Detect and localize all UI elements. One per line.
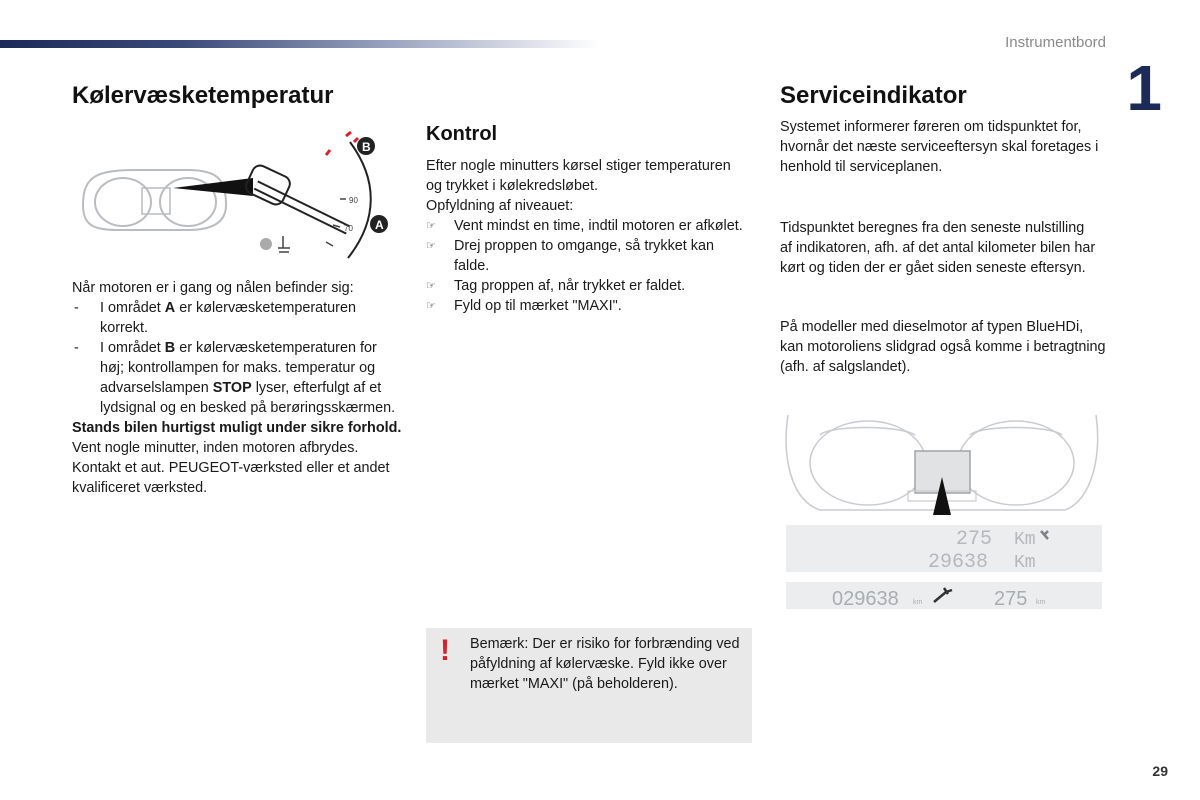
coolant-zone-list: [72, 298, 402, 418]
cluster-illustration: [780, 415, 1102, 520]
service-paragraph-2: Tidspunktet beregnes fra den seneste nulstilling af indikatoren, afh. af det antal kilometer bilen har kørt og tiden der er gået siden seneste eftersyn.: [780, 220, 1096, 276]
service-paragraph-1: Systemet informerer føreren om tidspunktet for, hvornår det næste serviceeftersyn skal foretages i henhold til serviceplanen.: [780, 119, 1099, 175]
service-value: 275: [994, 588, 1028, 609]
coolant-intro: Når motoren er i gang og nålen befinder sig:: [72, 280, 354, 296]
gauge-tick-70: 70: [344, 224, 353, 233]
coolant-temperature-title: Kølervæsketemperatur: [72, 82, 334, 109]
section-label: Instrumentbord: [1005, 34, 1106, 51]
odometer-lcd-display: [786, 582, 1102, 609]
stop-vehicle-note: Stands bilen hurtigst muligt under sikre forhold.: [72, 420, 402, 436]
check-title: Kontrol: [426, 123, 498, 145]
page-number: 29: [1152, 763, 1168, 779]
top-gradient-bar: [0, 40, 600, 48]
warning-box: [426, 628, 752, 743]
service-lcd-glyphs: [786, 525, 1102, 572]
list-item: ☞ Vent mindst en time, indtil motoren er afkølet.: [426, 216, 744, 236]
lcd-service-distance: 275: [956, 528, 993, 551]
list-item: ☞ Fyld op til mærket "MAXI".: [426, 296, 744, 316]
chapter-number: 1: [1126, 52, 1162, 124]
coolant-gauge-illustration: [78, 130, 398, 260]
zone-b-label: B: [362, 140, 371, 154]
lcd-odometer: 29638: [928, 551, 989, 572]
check-intro: Efter nogle minutters kørsel stiger temperaturen og trykket i kølekredsløbet.: [426, 158, 731, 194]
service-lcd-display: [786, 525, 1102, 572]
wrench-icon: [1041, 531, 1048, 539]
exclamation-icon: !: [440, 634, 450, 667]
list-item: - I området A er kølervæsketemperaturen korrekt.: [72, 298, 402, 338]
closing-paragraph: Vent nogle minutter, inden motoren afbrydes. Kontakt et aut. PEUGEOT-værksted eller et andet kvalificeret værksted.: [72, 440, 390, 496]
warning-text: Bemærk: Der er risiko for forbrænding ved påfyldning af kølervæske. Fyld ikke over mærket "MAXI" (på beholderen).: [470, 636, 740, 692]
lcd-odometer-unit: Km: [1014, 553, 1036, 572]
service-indicator-title: Serviceindikator: [780, 82, 967, 109]
list-item: ☞ Tag proppen af, når trykket er faldet.: [426, 276, 744, 296]
wrench-icon: [934, 588, 952, 602]
refill-steps: [426, 216, 744, 316]
odometer-lcd-glyphs: [786, 582, 1102, 609]
list-item: - I området B er kølervæsketemperaturen for høj; kontrollampen for maks. temperatur og advarselslampen STOP lyser, efterfulgt af et lydsignal og en besked på berøringsskærmen.: [72, 338, 402, 418]
odometer-value: 029638: [832, 588, 899, 609]
lcd-service-unit: Km: [1014, 530, 1036, 550]
check-subintro: Opfyldning af niveauet:: [426, 198, 574, 214]
odometer-unit: km: [913, 599, 923, 606]
gauge-tick-90: 90: [349, 196, 358, 205]
service-unit: km: [1036, 599, 1046, 606]
service-paragraph-3: På modeller med dieselmotor af typen BlueHDi, kan motoroliens slidgrad også komme i betragtning (afh. af salgslandet).: [780, 319, 1106, 375]
list-item: ☞ Drej proppen to omgange, så trykket kan falde.: [426, 236, 744, 276]
zone-a-label: A: [375, 218, 384, 232]
